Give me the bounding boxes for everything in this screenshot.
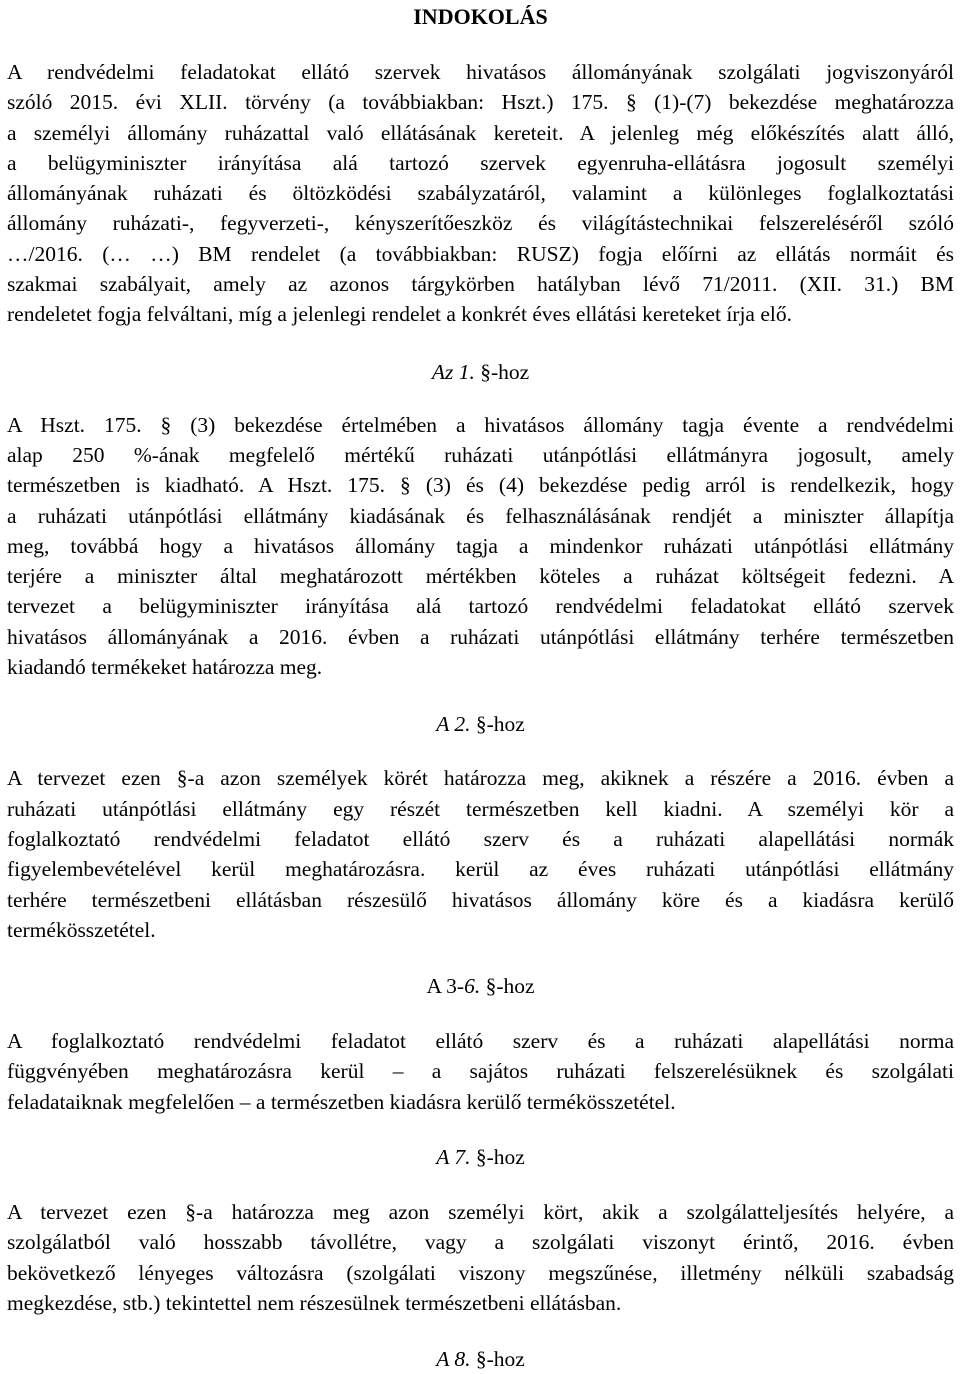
section-number: A 8. — [436, 1347, 471, 1372]
text-line: …/2016. (… …) BM rendelet (a továbbiakban: RUSZ) fogja előírni az ellátás normáit és — [7, 241, 954, 266]
section-paragraph — [7, 1026, 954, 1117]
text-line: tervezet a belügyminiszter irányítása alá tartozó rendvédelmi feladatokat ellátó szervek — [7, 594, 954, 619]
text-line: feladataiknak megfelelően – a természetben kiadásra kerülő termékösszetétel. — [7, 1089, 676, 1114]
document-page — [7, 0, 954, 1374]
intro-paragraph — [7, 57, 954, 330]
text-line: megkezdése, stb.) tekintettel nem részesülnek természetbeni ellátásban. — [7, 1290, 622, 1315]
text-line: ruházati utánpótlási ellátmány egy részét természetben kell kiadni. A személyi kör a — [7, 796, 954, 821]
text-line: szolgálatból való hosszabb távollétre, vagy a szolgálati viszonyt érintő, 2016. évben — [7, 1230, 954, 1255]
section-number: 6. — [464, 974, 481, 999]
section-paragraph — [7, 1197, 954, 1318]
section-heading — [7, 971, 954, 1001]
section-heading — [7, 1344, 954, 1374]
text-line: A foglalkoztató rendvédelmi feladatot ellátó szerv és a ruházati alapellátási norma — [7, 1029, 954, 1054]
text-line: állomány ruházati-, fegyverzeti-, kényszerítőeszköz és világítástechnikai felszereléséről szóló — [7, 211, 954, 236]
text-line: bekövetkező lényeges változásra (szolgálati viszony megszűnése, illetmény nélküli szabadság — [7, 1260, 954, 1285]
text-line: rendeletet fogja felváltani, míg a jelenlegi rendelet a konkrét éves ellátási kereteket írja elő. — [7, 302, 792, 327]
section-number: A 2. — [436, 712, 471, 737]
text-line: szakmai szabályait, amely az azonos tárgykörben hatályban lévő 71/2011. (XII. 31.) BM — [7, 272, 954, 297]
section-heading — [7, 709, 954, 739]
text-line: A tervezet ezen §-a határozza meg azon személyi kört, akik a szolgálatteljesítés helyére, a — [7, 1200, 954, 1225]
text-line: A rendvédelmi feladatokat ellátó szervek hivatásos állományának szolgálati jogviszonyáról — [7, 60, 954, 84]
text-line: a belügyminiszter irányítása alá tartozó szervek egyenruha-ellátásra jogosult személyi — [7, 150, 954, 175]
text-line: állományának ruházati és öltözködési szabályzatáról, valamint a különleges foglalkoztatási — [7, 181, 954, 206]
section-paragraph — [7, 410, 954, 683]
text-line: figyelembevételével kerül meghatározásra. kerül az éves ruházati utánpótlási ellátmány — [7, 857, 954, 882]
text-line: termékösszetétel. — [7, 917, 156, 942]
section-heading — [7, 1142, 954, 1172]
section-suffix: §-hoz — [474, 359, 530, 384]
section-suffix: §-hoz — [480, 974, 535, 999]
section-prefix: A 3- — [426, 974, 465, 999]
text-line: terjére a miniszter által meghatározott mértékben köteles a ruházat költségeit fedezni. A — [7, 564, 954, 589]
text-line: a személyi állomány ruházattal való ellátásának kereteit. A jelenleg még előkészítés alatt álló, — [7, 120, 954, 145]
section-suffix: §-hoz — [470, 1347, 525, 1372]
text-line: a ruházati utánpótlási ellátmány kiadásának és felhasználásának rendjét a miniszter állapítja — [7, 503, 954, 528]
text-line: foglalkoztató rendvédelmi feladatot ellátó szerv és a ruházati alapellátási normák — [7, 826, 954, 851]
text-line: függvényében meghatározásra kerül – a sajátos ruházati felszerelésüknek és szolgálati — [7, 1059, 954, 1084]
document-title: INDOKOLÁS — [413, 4, 548, 29]
section-number: A 7. — [436, 1145, 471, 1170]
text-line: alap 250 %-ának megfelelő mértékű ruházati utánpótlási ellátmányra jogosult, amely — [7, 442, 954, 467]
section-suffix: §-hoz — [470, 712, 525, 737]
section-paragraph — [7, 763, 954, 945]
text-line: hivatásos állományának a 2016. évben a ruházati utánpótlási ellátmány terhére természetben — [7, 624, 954, 649]
text-line: kiadandó termékeket határozza meg. — [7, 655, 323, 680]
section-suffix: §-hoz — [470, 1145, 525, 1170]
section-number: Az 1. — [431, 359, 475, 384]
text-line: A Hszt. 175. § (3) bekezdése értelmében a hivatásos állomány tagja évente a rendvédelmi — [7, 412, 954, 437]
text-line: A tervezet ezen §-a azon személyek körét határozza meg, akiknek a részére a 2016. évben a — [7, 766, 954, 791]
section-heading — [7, 357, 954, 387]
text-line: szóló 2015. évi XLII. törvény (a továbbiakban: Hszt.) 175. § (1)-(7) bekezdése meghatározza — [7, 90, 954, 115]
text-line: természetben is kiadható. A Hszt. 175. § (3) és (4) bekezdése pedig arról is rendelkezik, hogy — [7, 473, 954, 498]
text-line: terhére természetbeni ellátásban részesülő hivatásos állomány köre és a kiadásra kerülő — [7, 887, 954, 912]
text-line: meg, továbbá hogy a hivatásos állomány tagja a mindenkor ruházati utánpótlási ellátmány — [7, 533, 954, 558]
